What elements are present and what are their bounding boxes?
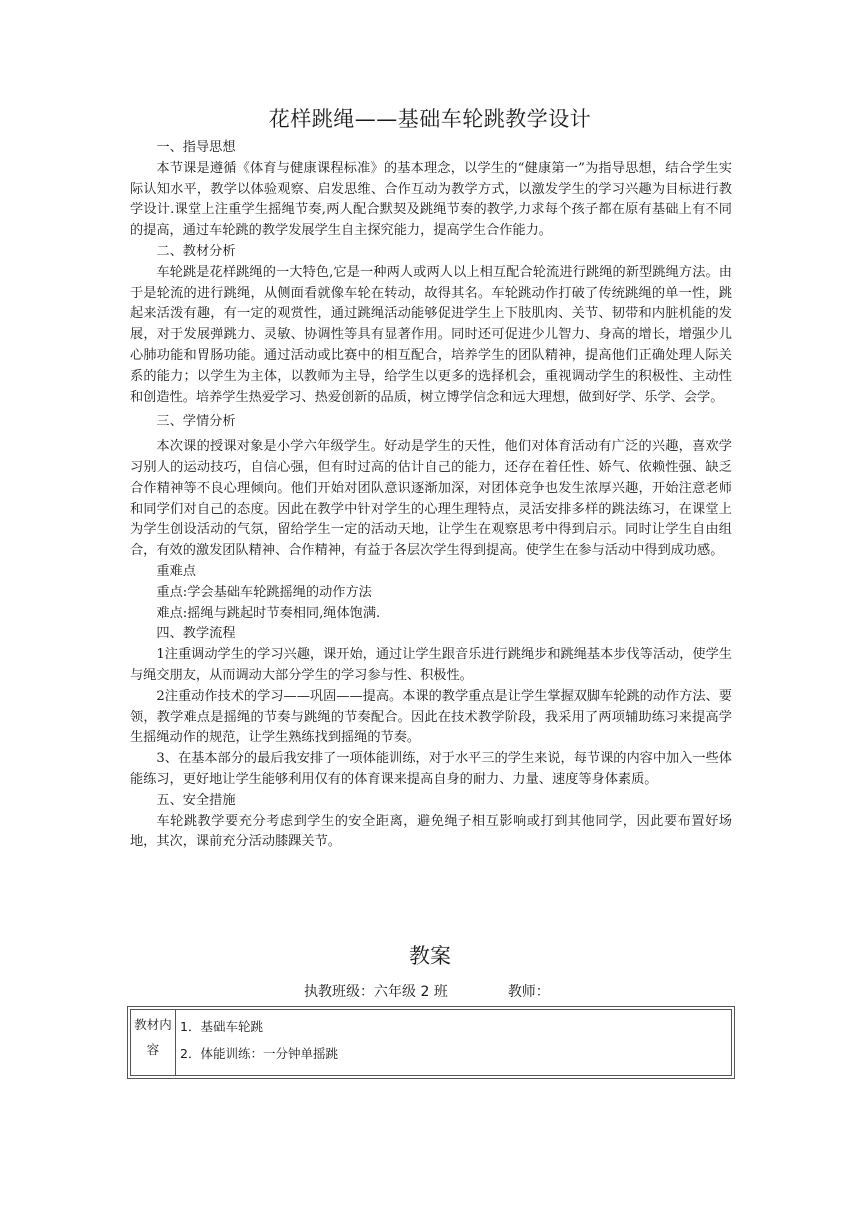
paragraph: 2注重动作技术的学习——巩固——提高。本课的教学重点是让学生掌握双脚车轮跳的动作方法、要领，教学难点是摇绳的节奏与跳绳的节奏配合。因此在技术教学阶段，我采用了两项辅助练习来提高学生摇绳动作的规范，让学生熟练找到摇绳的节奏。	[130, 688, 732, 746]
paragraph: 车轮跳教学要充分考虑到学生的安全距离，避免绳子相互影响或打到其他同学，因此要布置好场地，其次，课前充分活动膝踝关节。	[130, 813, 732, 850]
section-heading: 一、指导思想	[156, 140, 236, 155]
list-item: 2．体能训练：一分钟单摇跳	[180, 1046, 338, 1061]
difficulty-line: 难点:摇绳与跳起时节奏相同,绳体饱满.	[156, 605, 381, 621]
lesson-plan-table	[130, 1009, 732, 1076]
section-heading: 二、教材分析	[156, 243, 236, 259]
list-item: 1．基础车轮跳	[180, 1019, 263, 1034]
paragraph: 3、在基本部分的最后我安排了一项体能训练，对于水平三的学生来说，每节课的内容中加入一些体能练习，更好地让学生能够利用仅有的体育课来提高自身的耐力、力量、速度等身体素质。	[130, 751, 732, 787]
document-body	[130, 138, 732, 853]
paragraph: 1注重调动学生的学习兴趣，课开始，通过让学生跟音乐进行跳绳步和跳绳基本步伐等活动，使学生与绳交朋友，从而调动大部分学生的学习参与性、积极性。	[130, 647, 732, 683]
key-point-line: 重点:学会基础车轮跳摇绳的动作方法	[156, 584, 372, 600]
document-title: 花样跳绳——基础车轮跳教学设计	[268, 107, 592, 131]
teacher-label: 教师：	[507, 984, 550, 1000]
paragraph: 车轮跳是花样跳绳的一大特色,它是一种两人或两人以上相互配合轮流进行跳绳的新型跳绳方法。由于是轮流的进行跳绳，从侧面看就像车轮在转动，故得其名。车轮跳动作打破了传统跳绳的单一性，跳起来活泼有趣，有一定的观赏性，通过跳绳活动能够促进学生上下肢肌肉、关节、韧带和内脏机能的发展，对于发展弹跳力、灵敏、协调性等具有显著作用。同时还可促进少儿智力、身高的增长，增强少儿心肺功能和胃肠功能。通过活动或比赛中的相互配合，培养学生的团队精神，提高他们正确处理人际关系的能力；以学生为主体，以教师为主导，给学生以更多的选择机会，重视调动学生的积极性、主动性和创造性。培养学生热爱学习、热爱创新的品质，树立博学信念和远大理想，做到好学、乐学、会学。	[130, 264, 732, 405]
section-heading: 五、安全措施	[156, 792, 236, 808]
lesson-plan-meta	[304, 981, 550, 1001]
section-heading: 重难点	[156, 563, 196, 579]
paragraph: 本节课是遵循《体育与健康课程标准》的基本理念，以学生的“健康第一”为指导思想，结合学生实际认知水平，教学以体验观察、启发思维、合作互动为教学方式，以激发学生的学习兴趣为目标进行教学设计.课堂上注重学生摇绳节奏,两人配合默契及跳绳节奏的教学,力求每个孩子都在原有基础上有不同的提高，通过车轮跳的教学发展学生自主探究能力，提高学生合作能力。	[130, 160, 732, 239]
table-content-cell	[176, 1010, 732, 1076]
paragraph: 本次课的授课对象是小学六年级学生。好动是学生的天性，他们对体育活动有广泛的兴趣，喜欢学习别人的运动技巧，自信心强，但有时过高的估计自己的能力，还存在着任性、娇气、依赖性强、缺乏合作精神等不良心理倾向。他们开始对团队意识逐渐加深，对团体竞争也发生浓厚兴趣，开始注意老师和同学们对自己的态度。因此在教学中针对学生的心理生理特点，灵活安排多样的跳法练习，在课堂上为学生创设活动的气氛，留给学生一定的活动天地，让学生在观察思考中得到启示。同时让学生自由组合，有效的激发团队精神、合作精神，有益于各层次学生得到提高。使学生在参与活动中得到成功感。	[130, 439, 732, 559]
lesson-plan-title: 教案	[409, 944, 451, 968]
section-heading: 三、学情分析	[156, 414, 236, 430]
class-label: 执教班级：六年级 2 班	[304, 984, 448, 1000]
table-row	[131, 1010, 732, 1076]
section-heading: 四、教学流程	[156, 626, 236, 642]
table-label-cell: 教材内容	[131, 1010, 176, 1076]
